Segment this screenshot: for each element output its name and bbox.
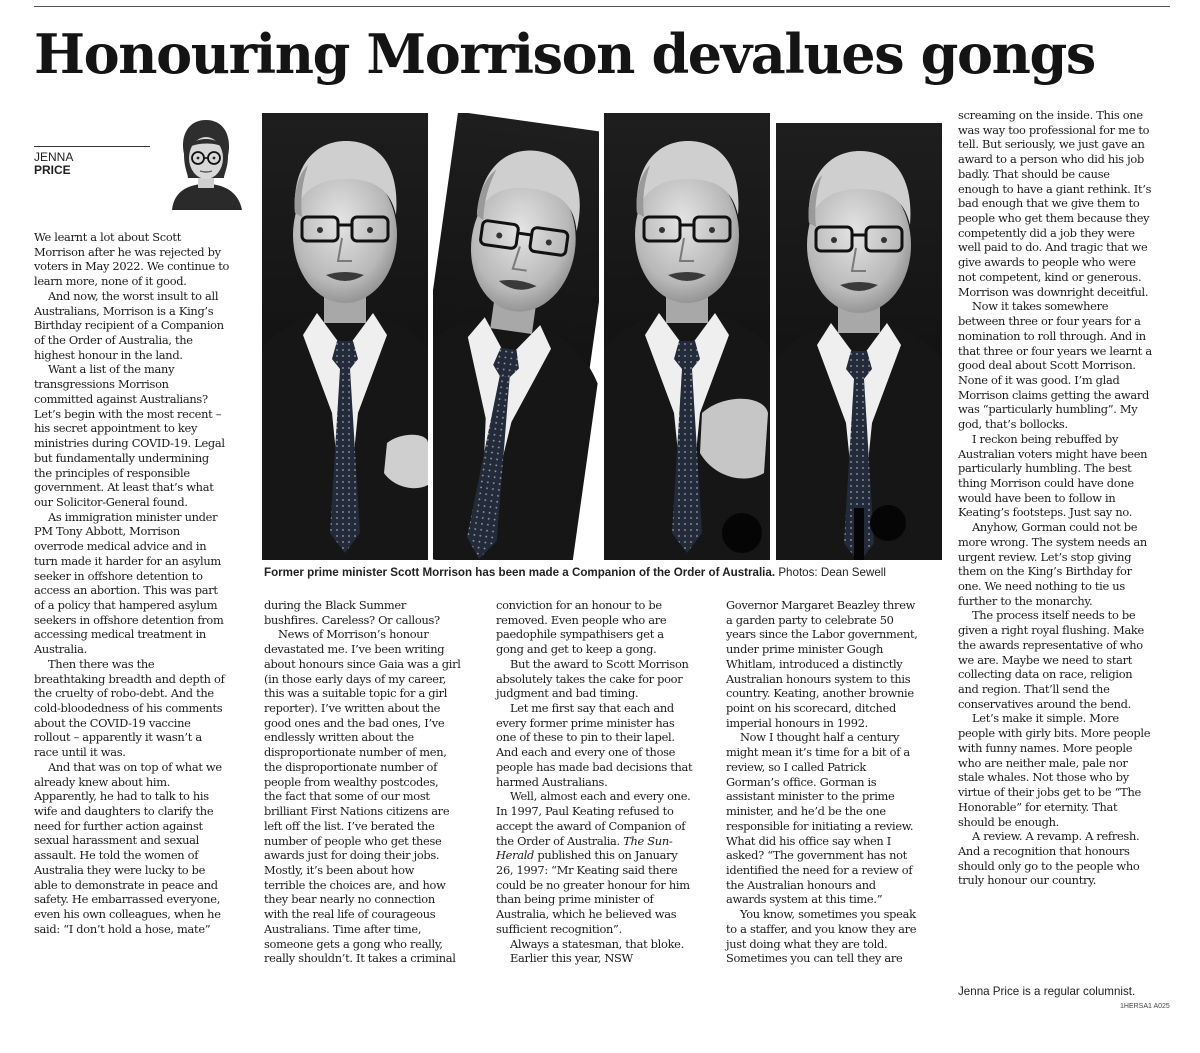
- byline: [34, 151, 73, 177]
- paragraph: Anyhow, Gorman could not be more wrong. The system needs an urgent review. Let’s stop giving them on the King’s Birthday for one. We need nothing to tie us further to the monarchy.: [958, 520, 1147, 608]
- photo-4: [766, 123, 942, 560]
- paragraph: Always a statesman, that bloke.: [510, 936, 684, 951]
- paragraph: Then there was the breathtaking breadth and depth of the cruelty of robo-debt. And the cold-bloodedness of his comments about the COVID-19 vaccine rollout – apparently it wasn’t a race until it was.: [34, 656, 225, 760]
- caption-text: Former prime minister Scott Morrison has been made a Companion of the Order of Australia.: [264, 566, 776, 579]
- photo-3: [594, 113, 780, 560]
- column-3: [496, 598, 716, 966]
- paragraph: You know, sometimes you speak to a staffer, and you know they are just doing what they are told. Sometimes you can tell they are: [726, 907, 917, 966]
- photo-caption: [264, 566, 944, 580]
- paragraph: Now it takes somewhere between three or four years for a nomination to roll through. And in that three or four years we learnt a good deal about Scott Morrison. None of it was good. I’m glad Morrison claims getting the award was “particularly humbling”. My god, that’s bollocks.: [958, 299, 1152, 432]
- paragraph: As immigration minister under PM Tony Abbott, Morrison overrode medical advice and in turn made it harder for an asylum seeker in offshore detention to access an abortion. This was part of a policy that hampered asylum seekers in offshore detention from accessing medical treatment in Australia.: [34, 509, 224, 657]
- byline-first-name: JENNA: [34, 150, 74, 164]
- paragraph: Let’s make it simple. More people with girly bits. More people with funny names. More people who are neither male, pale nor stale whales. Not those who by virtue of their jobs get to be “The Honorable” for eternity. That should be enough.: [958, 711, 1151, 829]
- paragraph: during the Black Summer bushfires. Careless? Or callous?: [264, 598, 440, 627]
- paragraph: I reckon being rebuffed by Australian voters might have been particularly humbling. The best thing Morrison could have done would have been to follow in Keating’s footsteps. Just say no.: [958, 431, 1148, 520]
- paragraph: A review. A revamp. A refresh. And a recognition that honours should only go to the people who truly honour our country.: [958, 829, 1140, 888]
- paragraph: conviction for an honour to be removed. Even people who are paedophile sympathisers get a gong and get to keep a gong.: [496, 598, 667, 657]
- photo-1: [262, 113, 438, 560]
- column-5: [958, 108, 1174, 888]
- paragraph: [496, 789, 716, 936]
- paragraph: Now I thought half a century might mean it’s time for a bit of a review, so I called Patrick Gorman’s office. Gorman is assistant minister to the prime minister, and he’d be the one responsible for initiating a review. What did his office say when I asked? “The government has not identified the need for a review of the Australian honours and awards system at this time.”: [726, 730, 914, 907]
- caption-credit: Photos: Dean Sewell: [778, 566, 886, 579]
- paragraph-text: published this on January 26, 1997: “Mr Keating said there could be no greater honour for him than being prime minister of Australia, which he believed was sufficient recognition”.: [496, 848, 690, 936]
- paragraph: But the award to Scott Morrison absolutely takes the cake for poor judgment and bad timing.: [496, 656, 689, 701]
- paragraph: The process itself needs to be given a right royal flushing. Make the awards representative of who we are. Maybe we need to start collecting data on race, religion and region. That’ll send the conservatives around the bend.: [958, 608, 1144, 711]
- paragraph: Governor Margaret Beazley threw a garden party to celebrate 50 years since the Labor government, under prime minister Gough Whitlam, introduced a distinctly Australian honours system to this country. Keating, another brownie point on his scorecard, ditched imperial honours in 1992.: [726, 598, 918, 730]
- paragraph: We learnt a lot about Scott Morrison after he was rejected by voters in May 2022. We continue to learn more, none of it good.: [34, 230, 230, 289]
- publication-name: The Sun- Herald: [496, 833, 673, 863]
- paragraph: Let me first say that each and every former prime minister has one of these to pin to their lapel. And each and every one of those people has made bad decisions that harmed Australians.: [496, 701, 693, 789]
- photo-strip: [262, 113, 942, 560]
- byline-rule: [34, 146, 150, 147]
- author-portrait: [166, 114, 246, 210]
- column-1: [34, 230, 250, 937]
- paragraph: Earlier this year, NSW: [510, 951, 633, 966]
- paragraph: And that was on top of what we already knew about him. Apparently, he had to talk to his wife and daughters to clarify the need for further action against sexual harassment and sexual assault. He told the women of Australia they were lucky to be able to demonstrate in peace and safety. He embarrassed everyone, even his own colleagues, when he said: “I don’t hold a hose, mate”: [34, 759, 222, 936]
- page-code: 1HERSA1 A025: [1120, 1003, 1170, 1010]
- paragraph-text: Well, almost each and every one. In 1997, Paul Keating refused to accept the award of Companion of the Order of Australia.: [496, 789, 691, 848]
- paragraph: News of Morrison’s honour devastated me. I’ve been writing about honours since Gaia was a girl (in those early days of my career, this was a suitable topic for a girl reporter). I’ve written about the good ones and the bad ones, I’ve endlessly written about the disproportionate number of men, the disproportionate number of people from wealthy postcodes, the fact that some of our most brilliant First Nations citizens are left off the list. I’ve berated the number of people who get these awards just for doing their jobs. Mostly, it’s been about how terrible the choices are, and how they bear nearly no connection with the real life of courageous Australians. Time after time, someone gets a gong who really, really shouldn’t. It takes a criminal: [264, 627, 461, 966]
- author-tagline: Jenna Price is a regular columnist.: [958, 985, 1136, 998]
- headline: Honouring Morrison devalues gongs: [34, 22, 1095, 86]
- top-rule: [34, 6, 1170, 7]
- paragraph: Want a list of the many transgressions Morrison committed against Australians? Let’s begin with the most recent – his secret appointment to key ministries during COVID-19. Legal but fundamentally undermining the principles of responsible government. At least that’s what our Solicitor-General found.: [34, 362, 225, 509]
- byline-last-name: PRICE: [34, 163, 71, 177]
- column-2: [264, 598, 484, 966]
- column-4: [726, 598, 946, 966]
- paragraph: screaming on the inside. This one was way too professional for me to tell. But seriously, we just gave an award to a person who did his job badly. That should be cause enough to have a giant rethink. It’s bad enough that we give them to people who get them because they competently did a job they were well paid to do. And tragic that we give awards to people who were not competent, kind or generous. Morrison was downright deceitful.: [958, 108, 1152, 299]
- paragraph: And now, the worst insult to all Australians, Morrison is a King’s Birthday recipient of a Companion of the Order of Australia, the highest honour in the land.: [34, 288, 224, 362]
